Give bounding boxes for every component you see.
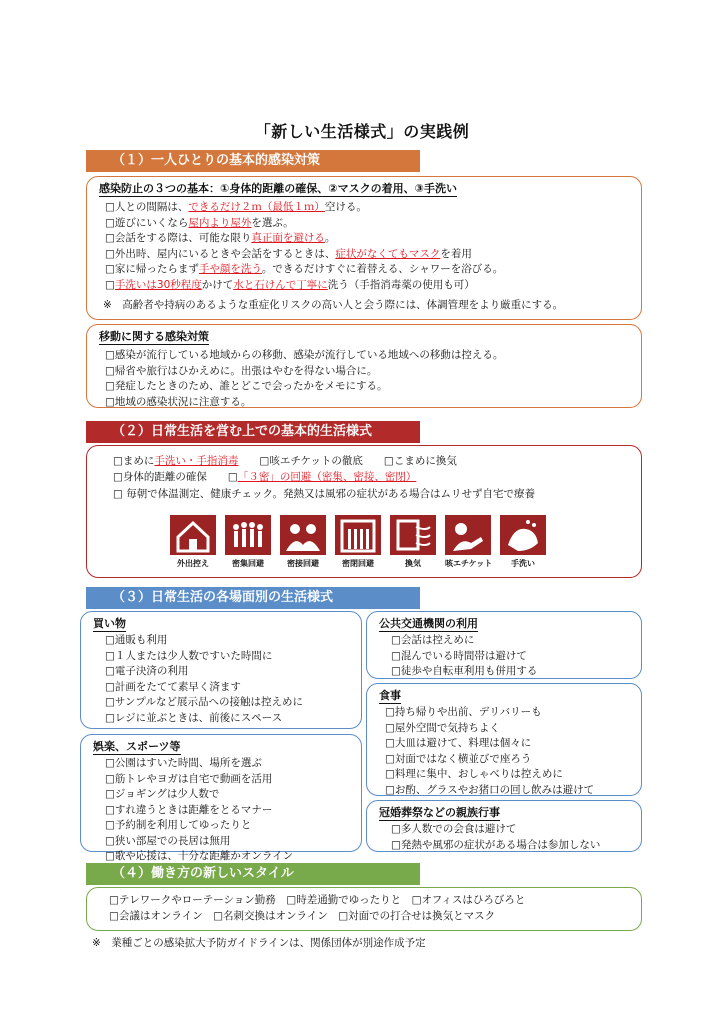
list-item (105, 200, 641, 216)
body-text: □人との間隔は、 (105, 201, 189, 213)
emphasis-text: 手や顔を洗う (198, 263, 262, 275)
close-contact-icon (280, 515, 326, 555)
list-item: □対面ではなく横並びで座ろう (385, 752, 532, 765)
crowd-icon (225, 515, 271, 555)
body-text: □会話をする際は、可能な限り (105, 232, 252, 244)
work-style-box (86, 887, 642, 931)
shopping-heading: 買い物 (93, 617, 126, 630)
meals-list (385, 705, 641, 798)
body-text: を着用 (440, 247, 472, 260)
meals-box (366, 683, 642, 796)
list-item: □多人数での会食は避けて (391, 823, 517, 835)
closed-space-icon (335, 515, 381, 555)
list-item: □歌や応援は、十分な距離かオンライン (105, 850, 294, 862)
list-item: □レジに並ぶときは、前後にスペース (105, 711, 283, 724)
work-row-2: □会議はオンライン □名刺交換はオンライン □対面での打合せは換気とマスク (109, 909, 496, 922)
list-item (105, 216, 641, 232)
movement-heading: 移動に関する感染対策 (99, 330, 209, 343)
section2-banner: （２）日常生活を営む上での基本的生活様式 (86, 421, 420, 443)
body-text: □遊びにいくなら (105, 216, 189, 229)
pictogram-label: 密集回避 (232, 559, 264, 568)
body-text: かけて (201, 278, 234, 291)
section1-banner: （１）一人ひとりの基本的感染対策 (86, 150, 420, 172)
body-text: □家に帰ったらまず (105, 263, 199, 275)
pictogram-row (170, 515, 546, 569)
leisure-heading: 娯楽、スポーツ等 (93, 740, 181, 753)
meals-heading: 食事 (379, 689, 401, 702)
list-item: □混んでいる時間帯は避けて (391, 649, 527, 662)
basic-measures-list (105, 200, 641, 293)
list-item: □すれ違うときは距離をとるマナー (105, 803, 273, 816)
emphasis-text: できるだけ２ｍ（最低１ｍ） (188, 201, 325, 213)
list-item: □お酌、グラスやお猪口の回し飲みは避けて (385, 783, 595, 796)
list-item: □筋トレやヨガは自宅で動画を活用 (105, 772, 273, 785)
pictogram (445, 515, 491, 569)
house-icon (170, 515, 216, 555)
list-item (105, 278, 641, 294)
list-item: □発熱や風邪の症状がある場合は参加しない (391, 838, 601, 851)
list-item: □屋外空間で気持ちよく (385, 721, 500, 734)
list-item: □１人または少人数ですいた時間に (105, 649, 273, 662)
body-text: □咳エチケットの徹底 □こまめに換気 (238, 455, 457, 467)
section4-banner: （４）働き方の新しいスタイル (86, 863, 420, 885)
list-item: □徒歩や自転車利用も併用する (391, 665, 538, 677)
list-item: □帰省や旅行はひかえめに。出張はやむを得ない場合に。 (105, 364, 378, 377)
transit-box (366, 611, 642, 679)
emphasis-text: 屋内より屋外 (188, 216, 252, 229)
list-item: □予約制を利用してゆったりと (105, 819, 252, 831)
emphasis-text: 手洗い・手指消毒 (154, 455, 239, 467)
ventilation-icon (390, 515, 436, 555)
basic-measures-heading: 感染防止の３つの基本：①身体的距離の確保、②マスクの着用、③手洗い (99, 182, 457, 195)
daily-row-1 (113, 454, 641, 470)
emphasis-text: 水と石けんで丁寧に (233, 278, 328, 291)
transit-heading: 公共交通機関の利用 (379, 617, 478, 630)
body-text: 洗う（手指消毒薬の使用も可） (327, 278, 475, 291)
body-text: 空ける。 (324, 201, 367, 213)
list-item: □感染が流行している地域からの移動、感染が流行している地域への移動は控える。 (105, 349, 504, 361)
movement-box (86, 324, 642, 408)
leisure-list (105, 756, 361, 865)
emphasis-text: 症状がなくてもマスク (335, 247, 441, 260)
shopping-box (80, 611, 362, 729)
list-item: □電子決済の利用 (105, 665, 189, 677)
movement-list (105, 348, 641, 410)
handwash-icon (500, 515, 546, 555)
list-item: □ジョギングは少人数で (105, 788, 220, 800)
list-item: □地域の感染状況に注意する。 (105, 395, 252, 408)
footnote: ※ 業種ごとの感染拡大予防ガイドラインは、関係団体が別途作成予定 (92, 937, 426, 949)
page-title: 「新しい生活様式」の実践例 (254, 122, 470, 141)
list-item: □持ち帰りや出前、デリバリーも (385, 706, 542, 718)
cough-etiquette-icon (445, 515, 491, 555)
basic-measures-note: ※ 高齢者や持病のあるような重症化リスクの高い人と会う際には、体調管理をより厳重にする。 (103, 299, 564, 311)
pictogram-label: 密閉回避 (342, 559, 374, 568)
work-row-1: □テレワークやローテーション勤務 □時差通勤でゆったりと □オフィスはひろびろと (109, 894, 526, 906)
pictogram-label: 換気 (405, 559, 421, 568)
pictogram-label: 外出控え (177, 559, 209, 568)
list-item (105, 231, 641, 247)
pictogram (335, 515, 381, 569)
pictogram (170, 515, 216, 569)
body-text: 。できるだけすぐに着替える、シャワーを浴びる。 (261, 263, 504, 275)
basic-measures-box (86, 176, 642, 320)
section3-banner: （３）日常生活の各場面別の生活様式 (86, 587, 420, 609)
pictogram (225, 515, 271, 569)
leisure-box (80, 734, 362, 862)
ceremony-box (366, 800, 642, 852)
body-text: 。 (324, 232, 336, 244)
list-item: □通販も利用 (105, 634, 168, 646)
body-text: □外出時、屋内にいるときや会話をするときは、 (105, 247, 336, 260)
list-item (105, 262, 641, 278)
pictogram-label: 手洗い (511, 559, 535, 568)
daily-row-2 (113, 470, 641, 486)
transit-list (391, 633, 641, 680)
list-item: □大皿は避けて、料理は個々に (385, 737, 532, 749)
shopping-list (105, 633, 361, 726)
pictogram-label: 咳エチケット (445, 559, 493, 568)
daily-row-3: □ 毎朝で体温測定、健康チェック。発熱又は風邪の症状がある場合はムリせず自宅で療養 (113, 488, 536, 500)
list-item (105, 247, 641, 263)
pictogram (280, 515, 326, 569)
body-text: □ (105, 278, 115, 291)
list-item: □計画をたてて素早く済ます (105, 680, 241, 693)
body-text: □まめに (113, 455, 155, 467)
emphasis-text: 「３密」の回避（密集、密接、密閉） (237, 470, 417, 483)
body-text: □身体的距離の確保 □ (113, 470, 238, 483)
list-item: □サンプルなど展示品への接触は控えめに (105, 696, 303, 708)
body-text: を選ぶ。 (251, 216, 294, 229)
list-item: □公園はすいた時間、場所を選ぶ (105, 757, 262, 769)
list-item: □発症したときのため、誰とどこで会ったかをメモにする。 (105, 380, 388, 392)
ceremony-list (391, 822, 641, 853)
list-item: □会話は控えめに (391, 634, 475, 646)
emphasis-text: 真正面を避ける (251, 232, 325, 244)
emphasis-text: 手洗いは30秒程度 (114, 278, 202, 291)
list-item: □狭い部屋での長居は無用 (105, 834, 231, 847)
list-item: □料理に集中、おしゃべりは控えめに (385, 768, 563, 780)
pictogram (390, 515, 436, 569)
pictogram-label: 密接回避 (287, 559, 319, 568)
ceremony-heading: 冠婚葬祭などの親族行事 (379, 806, 500, 819)
pictogram (500, 515, 546, 569)
